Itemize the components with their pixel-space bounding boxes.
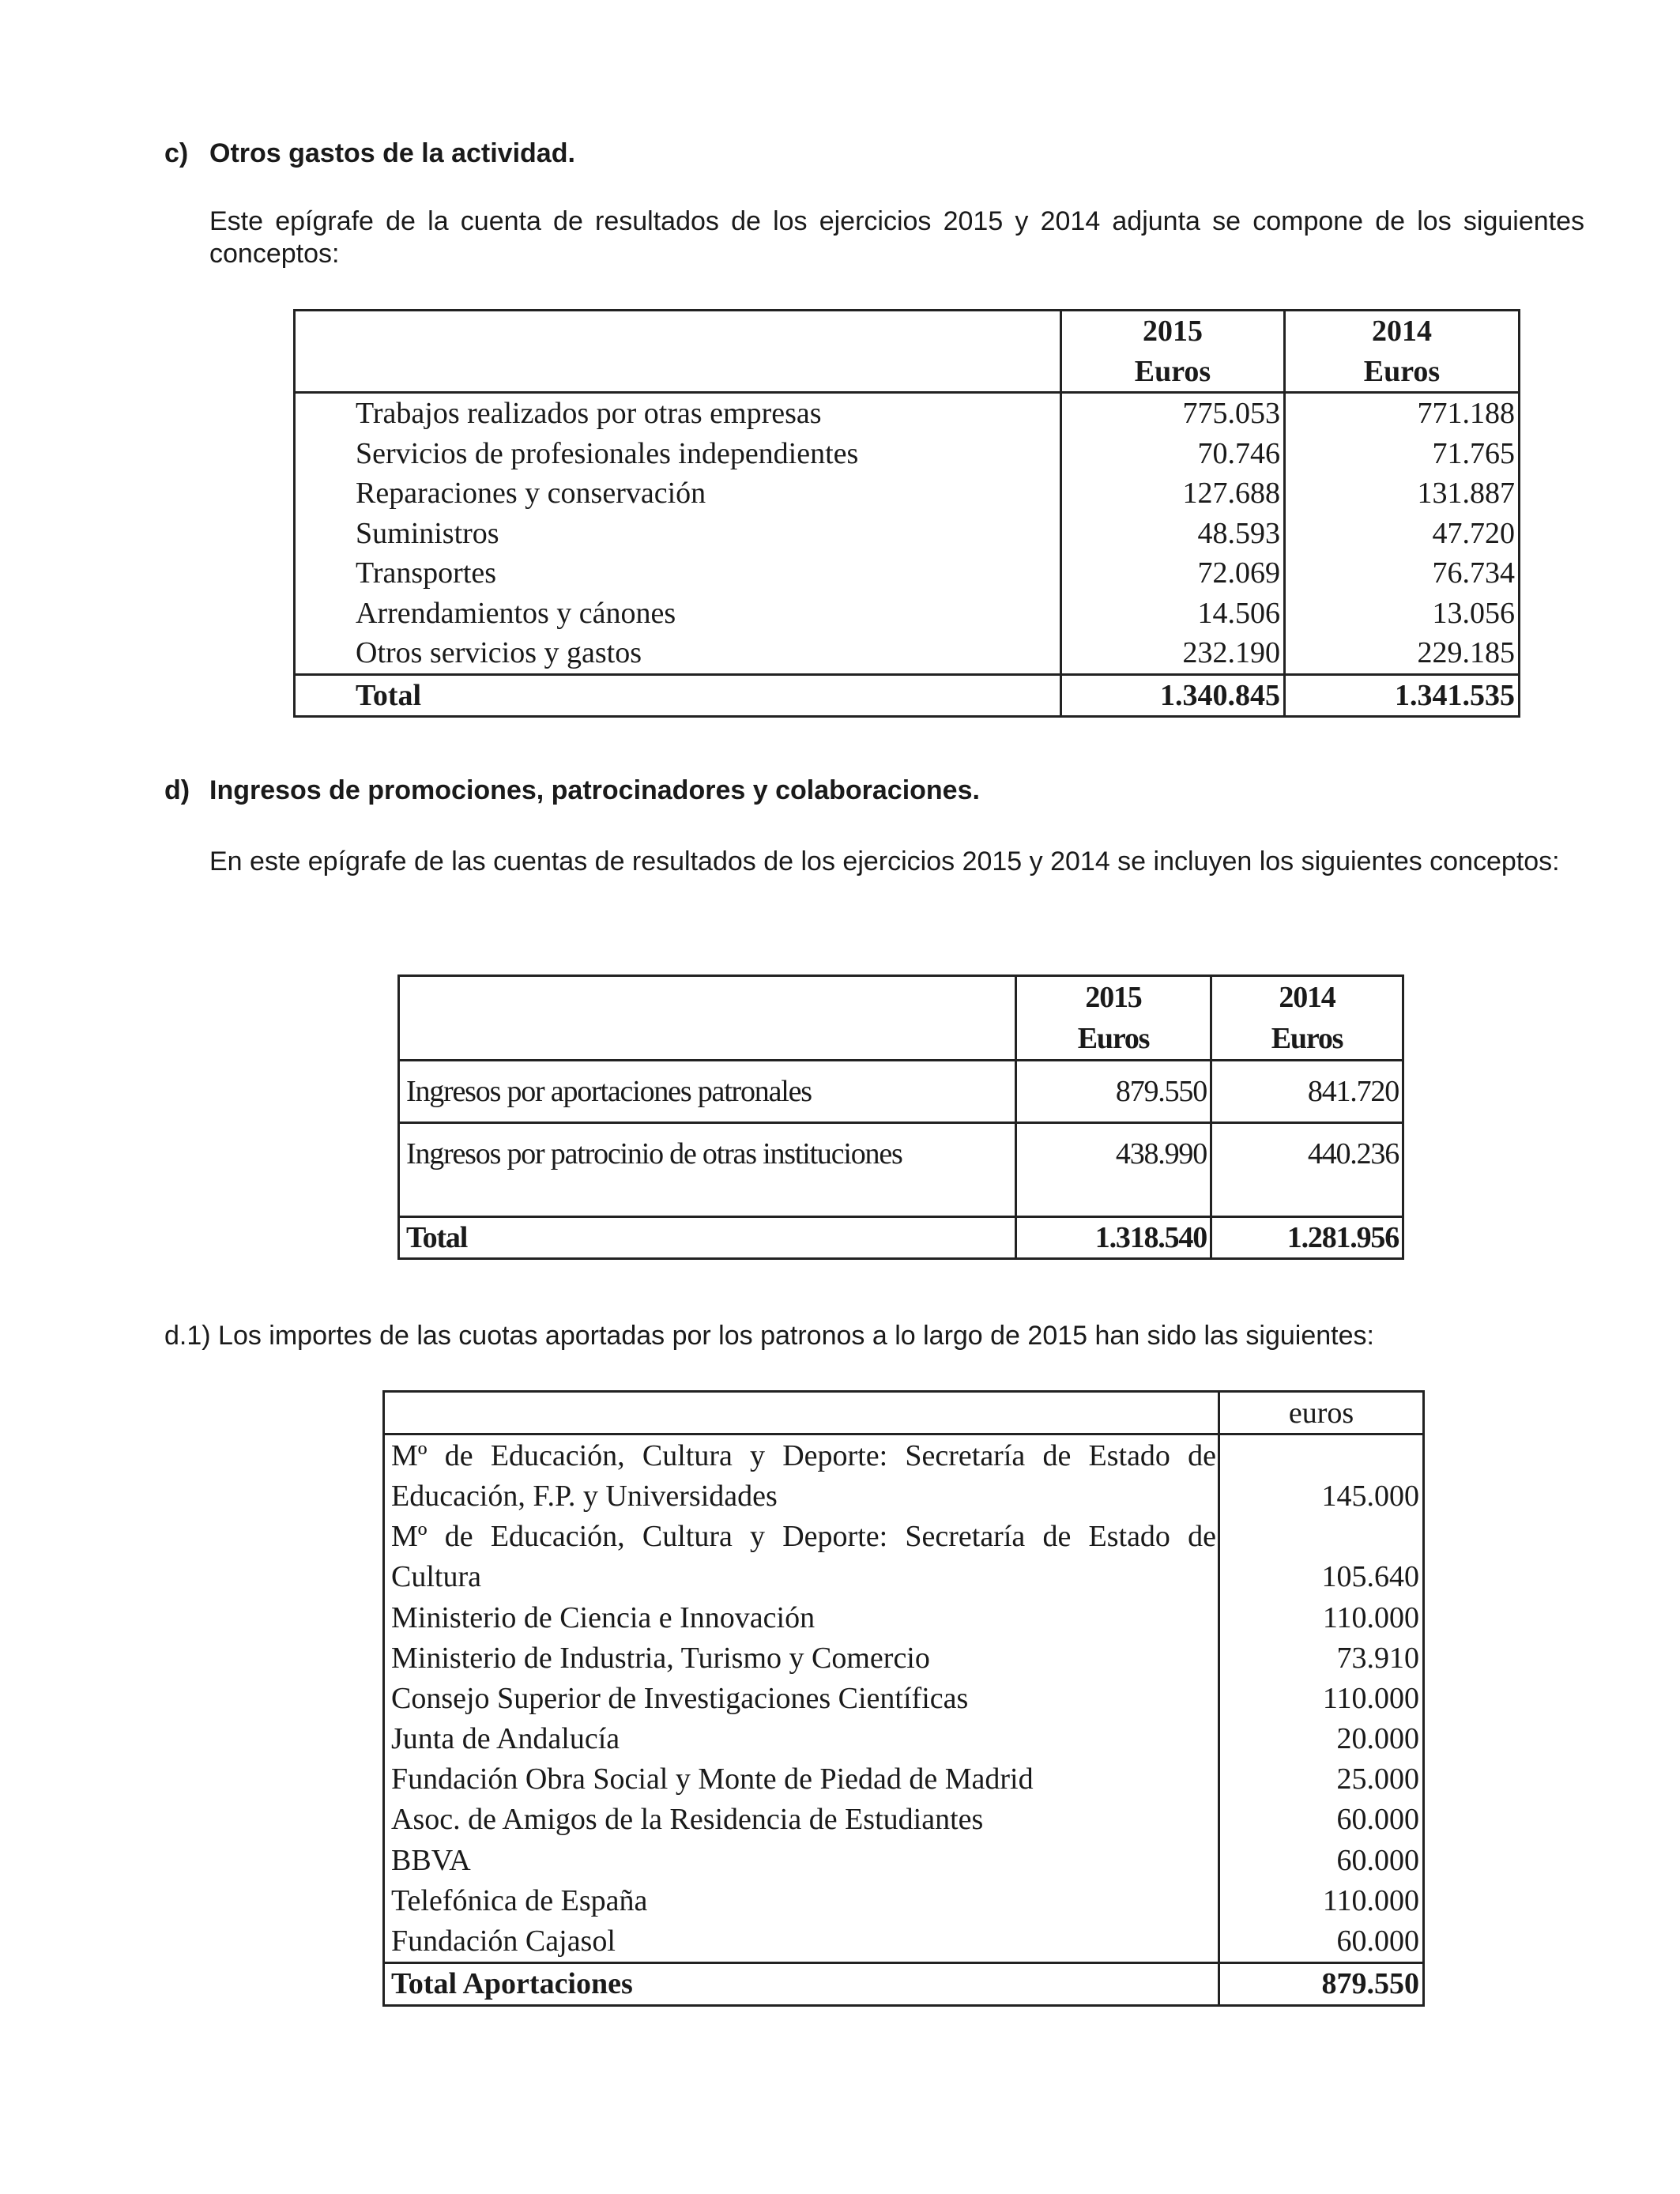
- amount-cell: 25.000: [1219, 1759, 1424, 1800]
- table-row: [384, 1517, 1424, 1557]
- amount-cell: 60.000: [1219, 1921, 1424, 1962]
- concept-cell-line2: Educación, F.P. y Universidades: [391, 1479, 778, 1513]
- header-year-2014: 2014: [1285, 311, 1520, 352]
- patron-contributions-table: [382, 1390, 1425, 2007]
- amount-cell: 20.000: [1219, 1719, 1424, 1759]
- section-c-paragraph: Este epígrafe de la cuenta de resultados de los ejercicios 2015 y 2014 adjunta se compone de los siguientes conceptos:: [209, 206, 1584, 269]
- concept-cell: Otros servicios y gastos: [356, 636, 642, 670]
- value-2014-cell: 76.734: [1285, 553, 1520, 594]
- concept-cell: Reparaciones y conservación: [356, 477, 706, 511]
- value-2015-cell: 879.550: [1016, 1061, 1211, 1123]
- concept-cell: Trabajos realizados por otras empresas: [356, 397, 822, 431]
- header-unit-2015: Euros: [1016, 1018, 1211, 1061]
- table-row: [295, 434, 1520, 474]
- concept-cell-line1: Mº de Educación, Cultura y Deporte: Secretaría de Estado de: [391, 1438, 1216, 1472]
- table-header-row: [295, 352, 1520, 393]
- concept-cell: Suministros: [356, 516, 499, 550]
- table-row: [399, 1061, 1403, 1123]
- value-2015-cell: 14.506: [1061, 594, 1285, 634]
- section-c-heading: [164, 138, 1587, 169]
- concept-cell: Servicios de profesionales independientes: [356, 436, 859, 470]
- concept-cell: Junta de Andalucía: [391, 1722, 620, 1756]
- section-d-title: Ingresos de promociones, patrocinadores y colaboraciones.: [209, 775, 980, 805]
- value-2014-cell: 440.236: [1211, 1123, 1403, 1217]
- table-row: [295, 473, 1520, 514]
- table-row: [384, 1476, 1424, 1516]
- table-header-row: [384, 1392, 1424, 1434]
- table-row: [399, 1123, 1403, 1217]
- table-row: [295, 514, 1520, 554]
- concept-cell: Fundación Cajasol: [391, 1924, 616, 1958]
- concept-cell: Transportes: [356, 556, 497, 590]
- concept-cell: Ministerio de Industria, Turismo y Comercio: [391, 1641, 930, 1675]
- value-2015-cell: 775.053: [1061, 393, 1285, 434]
- header-unit-2014: Euros: [1285, 352, 1520, 393]
- header-unit-2014: Euros: [1211, 1018, 1403, 1061]
- table-row: [384, 1719, 1424, 1759]
- concept-cell: Ministerio de Ciencia e Innovación: [391, 1600, 816, 1634]
- total-row: [295, 674, 1520, 717]
- total-2014: 1.341.535: [1285, 674, 1520, 717]
- amount-cell: 110.000: [1219, 1678, 1424, 1718]
- table-row: [384, 1840, 1424, 1880]
- concept-cell: Arrendamientos y cánones: [356, 596, 676, 630]
- section-d-heading: [164, 775, 1587, 806]
- concept-cell: Ingresos por patrocinio de otras instituciones: [399, 1123, 1016, 1217]
- total-label: Total: [295, 674, 1061, 717]
- total-2015: 1.340.845: [1061, 674, 1285, 717]
- concept-cell-line1: Mº de Educación, Cultura y Deporte: Secretaría de Estado de: [391, 1520, 1216, 1554]
- sponsorship-income-table: [397, 974, 1404, 1260]
- amount-cell: 105.640: [1219, 1557, 1424, 1597]
- table-row: [384, 1759, 1424, 1800]
- table-row: [384, 1800, 1424, 1840]
- value-2015-cell: 127.688: [1061, 473, 1285, 514]
- total-2015: 1.318.540: [1016, 1217, 1211, 1259]
- header-year-2015: 2015: [1061, 311, 1285, 352]
- table-header-row: [399, 976, 1403, 1019]
- table-row: [384, 1557, 1424, 1597]
- concept-cell: Ingresos por aportaciones patronales: [399, 1061, 1016, 1123]
- amount-cell: 110.000: [1219, 1597, 1424, 1638]
- total-2014: 1.281.956: [1211, 1217, 1403, 1259]
- concept-cell-line2: Cultura: [391, 1560, 481, 1594]
- table-row: [384, 1678, 1424, 1718]
- value-2014-cell: 841.720: [1211, 1061, 1403, 1123]
- table-row: [384, 1921, 1424, 1962]
- header-unit: euros: [1219, 1392, 1424, 1434]
- concept-cell: Telefónica de España: [391, 1883, 648, 1917]
- section-d-label: d): [164, 775, 190, 805]
- header-year-2014: 2014: [1211, 976, 1403, 1019]
- table-header-row: [295, 311, 1520, 352]
- other-expenses-table: [293, 309, 1520, 718]
- table-row: [384, 1638, 1424, 1678]
- amount-cell: 145.000: [1219, 1476, 1424, 1516]
- table-row: [384, 1597, 1424, 1638]
- value-2015-cell: 70.746: [1061, 434, 1285, 474]
- concept-cell: Fundación Obra Social y Monte de Piedad de Madrid: [391, 1762, 1034, 1796]
- concept-cell: BBVA: [391, 1843, 471, 1877]
- value-2015-cell: 232.190: [1061, 633, 1285, 674]
- total-label: Total: [399, 1217, 1016, 1259]
- table-row: [295, 393, 1520, 434]
- value-2014-cell: 229.185: [1285, 633, 1520, 674]
- value-2015-cell: 48.593: [1061, 514, 1285, 554]
- amount-cell: 60.000: [1219, 1800, 1424, 1840]
- table-header-row: [399, 1018, 1403, 1061]
- header-year-2015: 2015: [1016, 976, 1211, 1019]
- total-label: Total Aportaciones: [384, 1962, 1219, 2005]
- section-c-title: Otros gastos de la actividad.: [209, 138, 575, 168]
- table-row: [295, 594, 1520, 634]
- amount-cell: 73.910: [1219, 1638, 1424, 1678]
- amount-cell: 60.000: [1219, 1840, 1424, 1880]
- section-d-paragraph: En este epígrafe de las cuentas de resultados de los ejercicios 2015 y 2014 se incluyen los siguientes conceptos:: [209, 846, 1560, 876]
- value-2014-cell: 71.765: [1285, 434, 1520, 474]
- amount-cell: 110.000: [1219, 1880, 1424, 1921]
- table-row: [295, 633, 1520, 674]
- total-row: [399, 1217, 1403, 1259]
- total-row: [384, 1962, 1424, 2005]
- value-2014-cell: 131.887: [1285, 473, 1520, 514]
- value-2014-cell: 771.188: [1285, 393, 1520, 434]
- concept-cell: Consejo Superior de Investigaciones Científicas: [391, 1681, 969, 1715]
- value-2014-cell: 13.056: [1285, 594, 1520, 634]
- table-row: [384, 1434, 1424, 1476]
- header-unit-2015: Euros: [1061, 352, 1285, 393]
- table-row: [384, 1880, 1424, 1921]
- concept-cell: Asoc. de Amigos de la Residencia de Estudiantes: [391, 1803, 984, 1837]
- total-amount: 879.550: [1219, 1962, 1424, 2005]
- table-row: [295, 553, 1520, 594]
- section-c-label: c): [164, 138, 189, 168]
- section-d1-paragraph: d.1) Los importes de las cuotas aportadas por los patronos a lo largo de 2015 han sido las siguientes:: [164, 1321, 1374, 1351]
- value-2014-cell: 47.720: [1285, 514, 1520, 554]
- value-2015-cell: 72.069: [1061, 553, 1285, 594]
- value-2015-cell: 438.990: [1016, 1123, 1211, 1217]
